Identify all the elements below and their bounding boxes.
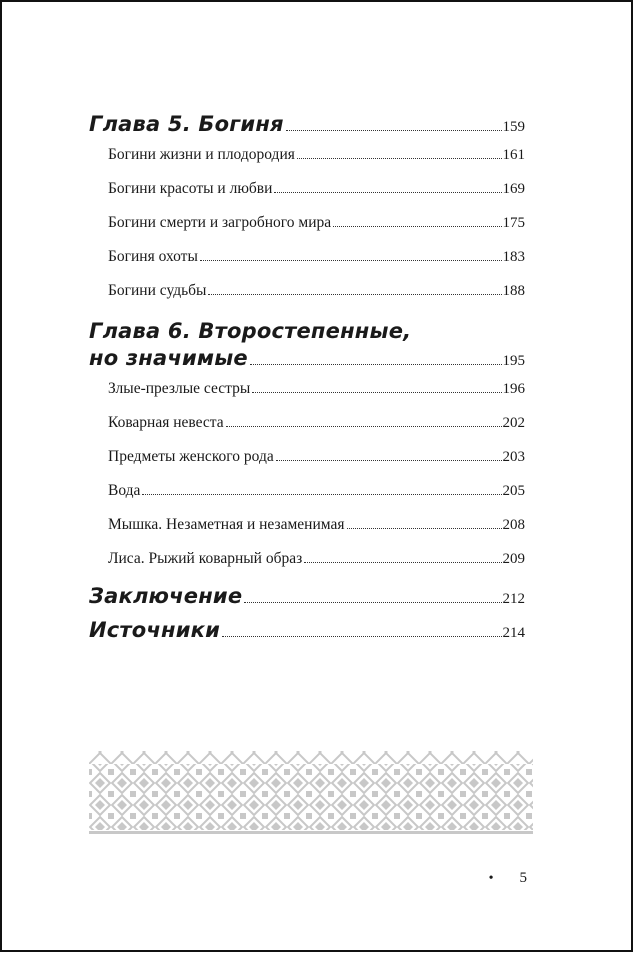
dot-leader bbox=[222, 636, 501, 637]
dot-leader bbox=[347, 528, 502, 529]
toc-item-title: Мышка. Незаметная и незаменимая bbox=[108, 516, 345, 533]
toc-conclusion[interactable] bbox=[89, 584, 525, 618]
toc-page-number: 214 bbox=[502, 625, 525, 641]
toc-item-title: Богиня охоты bbox=[108, 248, 198, 265]
dot-leader bbox=[304, 562, 501, 563]
toc-item[interactable] bbox=[89, 214, 525, 248]
toc-item[interactable] bbox=[89, 516, 525, 550]
toc-page-number: 195 bbox=[502, 353, 525, 369]
toc-page-number: 175 bbox=[502, 215, 525, 231]
dot-leader bbox=[333, 226, 501, 227]
toc-item[interactable] bbox=[89, 448, 525, 482]
toc-sources[interactable] bbox=[89, 618, 525, 652]
toc-item-title: Богини красоты и любви bbox=[108, 180, 273, 197]
toc-item-title: Богини жизни и плодородия bbox=[108, 146, 295, 163]
toc-chapter-6[interactable] bbox=[89, 316, 525, 380]
dot-leader bbox=[200, 260, 502, 261]
toc-item-title: Предметы женского рода bbox=[108, 448, 274, 465]
folk-ornament-band bbox=[89, 750, 533, 836]
toc-item[interactable] bbox=[89, 482, 525, 516]
footer-bullet: • bbox=[488, 870, 494, 886]
toc-item-title: Богини судьбы bbox=[108, 282, 207, 299]
dot-leader bbox=[297, 158, 502, 159]
dot-leader bbox=[276, 460, 502, 461]
toc-page-number: 169 bbox=[502, 181, 525, 197]
toc-page-number: 203 bbox=[502, 449, 525, 465]
toc-item[interactable] bbox=[89, 282, 525, 316]
toc-page-number: 183 bbox=[502, 249, 525, 265]
toc-item-title: Лиса. Рыжий коварный образ bbox=[108, 550, 303, 567]
page-footer bbox=[489, 870, 527, 887]
toc-page-number: 205 bbox=[502, 483, 525, 499]
toc-page-number: 159 bbox=[502, 119, 525, 135]
toc-item-title: Коварная невеста bbox=[108, 414, 224, 431]
dot-leader bbox=[252, 392, 501, 393]
page-number: 5 bbox=[519, 870, 527, 886]
dot-leader bbox=[244, 602, 501, 603]
toc-page-number: 161 bbox=[502, 147, 525, 163]
toc-page-number: 196 bbox=[502, 381, 525, 397]
dot-leader bbox=[250, 364, 502, 365]
toc-page-number: 212 bbox=[502, 591, 525, 607]
toc-chapter-5[interactable] bbox=[89, 112, 525, 146]
toc-item[interactable] bbox=[89, 414, 525, 448]
toc-page-number: 209 bbox=[502, 551, 525, 567]
toc-item[interactable] bbox=[89, 180, 525, 214]
dot-leader bbox=[226, 426, 502, 427]
toc-chapter-title: Источники bbox=[89, 618, 221, 642]
toc-item[interactable] bbox=[89, 248, 525, 282]
toc-item-title: Богини смерти и загробного мира bbox=[108, 214, 332, 231]
toc-chapter-title: Заключение bbox=[89, 584, 243, 608]
toc-chapter-title-line2: но значимые bbox=[89, 346, 248, 370]
toc-page-number: 188 bbox=[502, 283, 525, 299]
table-of-contents bbox=[89, 112, 525, 652]
toc-item-title: Вода bbox=[108, 482, 141, 499]
toc-page-number: 202 bbox=[502, 415, 525, 431]
toc-item[interactable] bbox=[89, 550, 525, 584]
dot-leader bbox=[142, 494, 501, 495]
toc-item[interactable] bbox=[89, 146, 525, 180]
dot-leader bbox=[286, 130, 502, 131]
toc-page-number: 208 bbox=[502, 517, 525, 533]
dot-leader bbox=[208, 294, 501, 295]
toc-chapter-title: Глава 5. Богиня bbox=[89, 112, 284, 136]
toc-item[interactable] bbox=[89, 380, 525, 414]
dot-leader bbox=[274, 192, 501, 193]
toc-chapter-title-line1: Глава 6. Второстепенные, bbox=[89, 319, 412, 343]
toc-item-title: Злые-презлые сестры bbox=[108, 380, 251, 397]
